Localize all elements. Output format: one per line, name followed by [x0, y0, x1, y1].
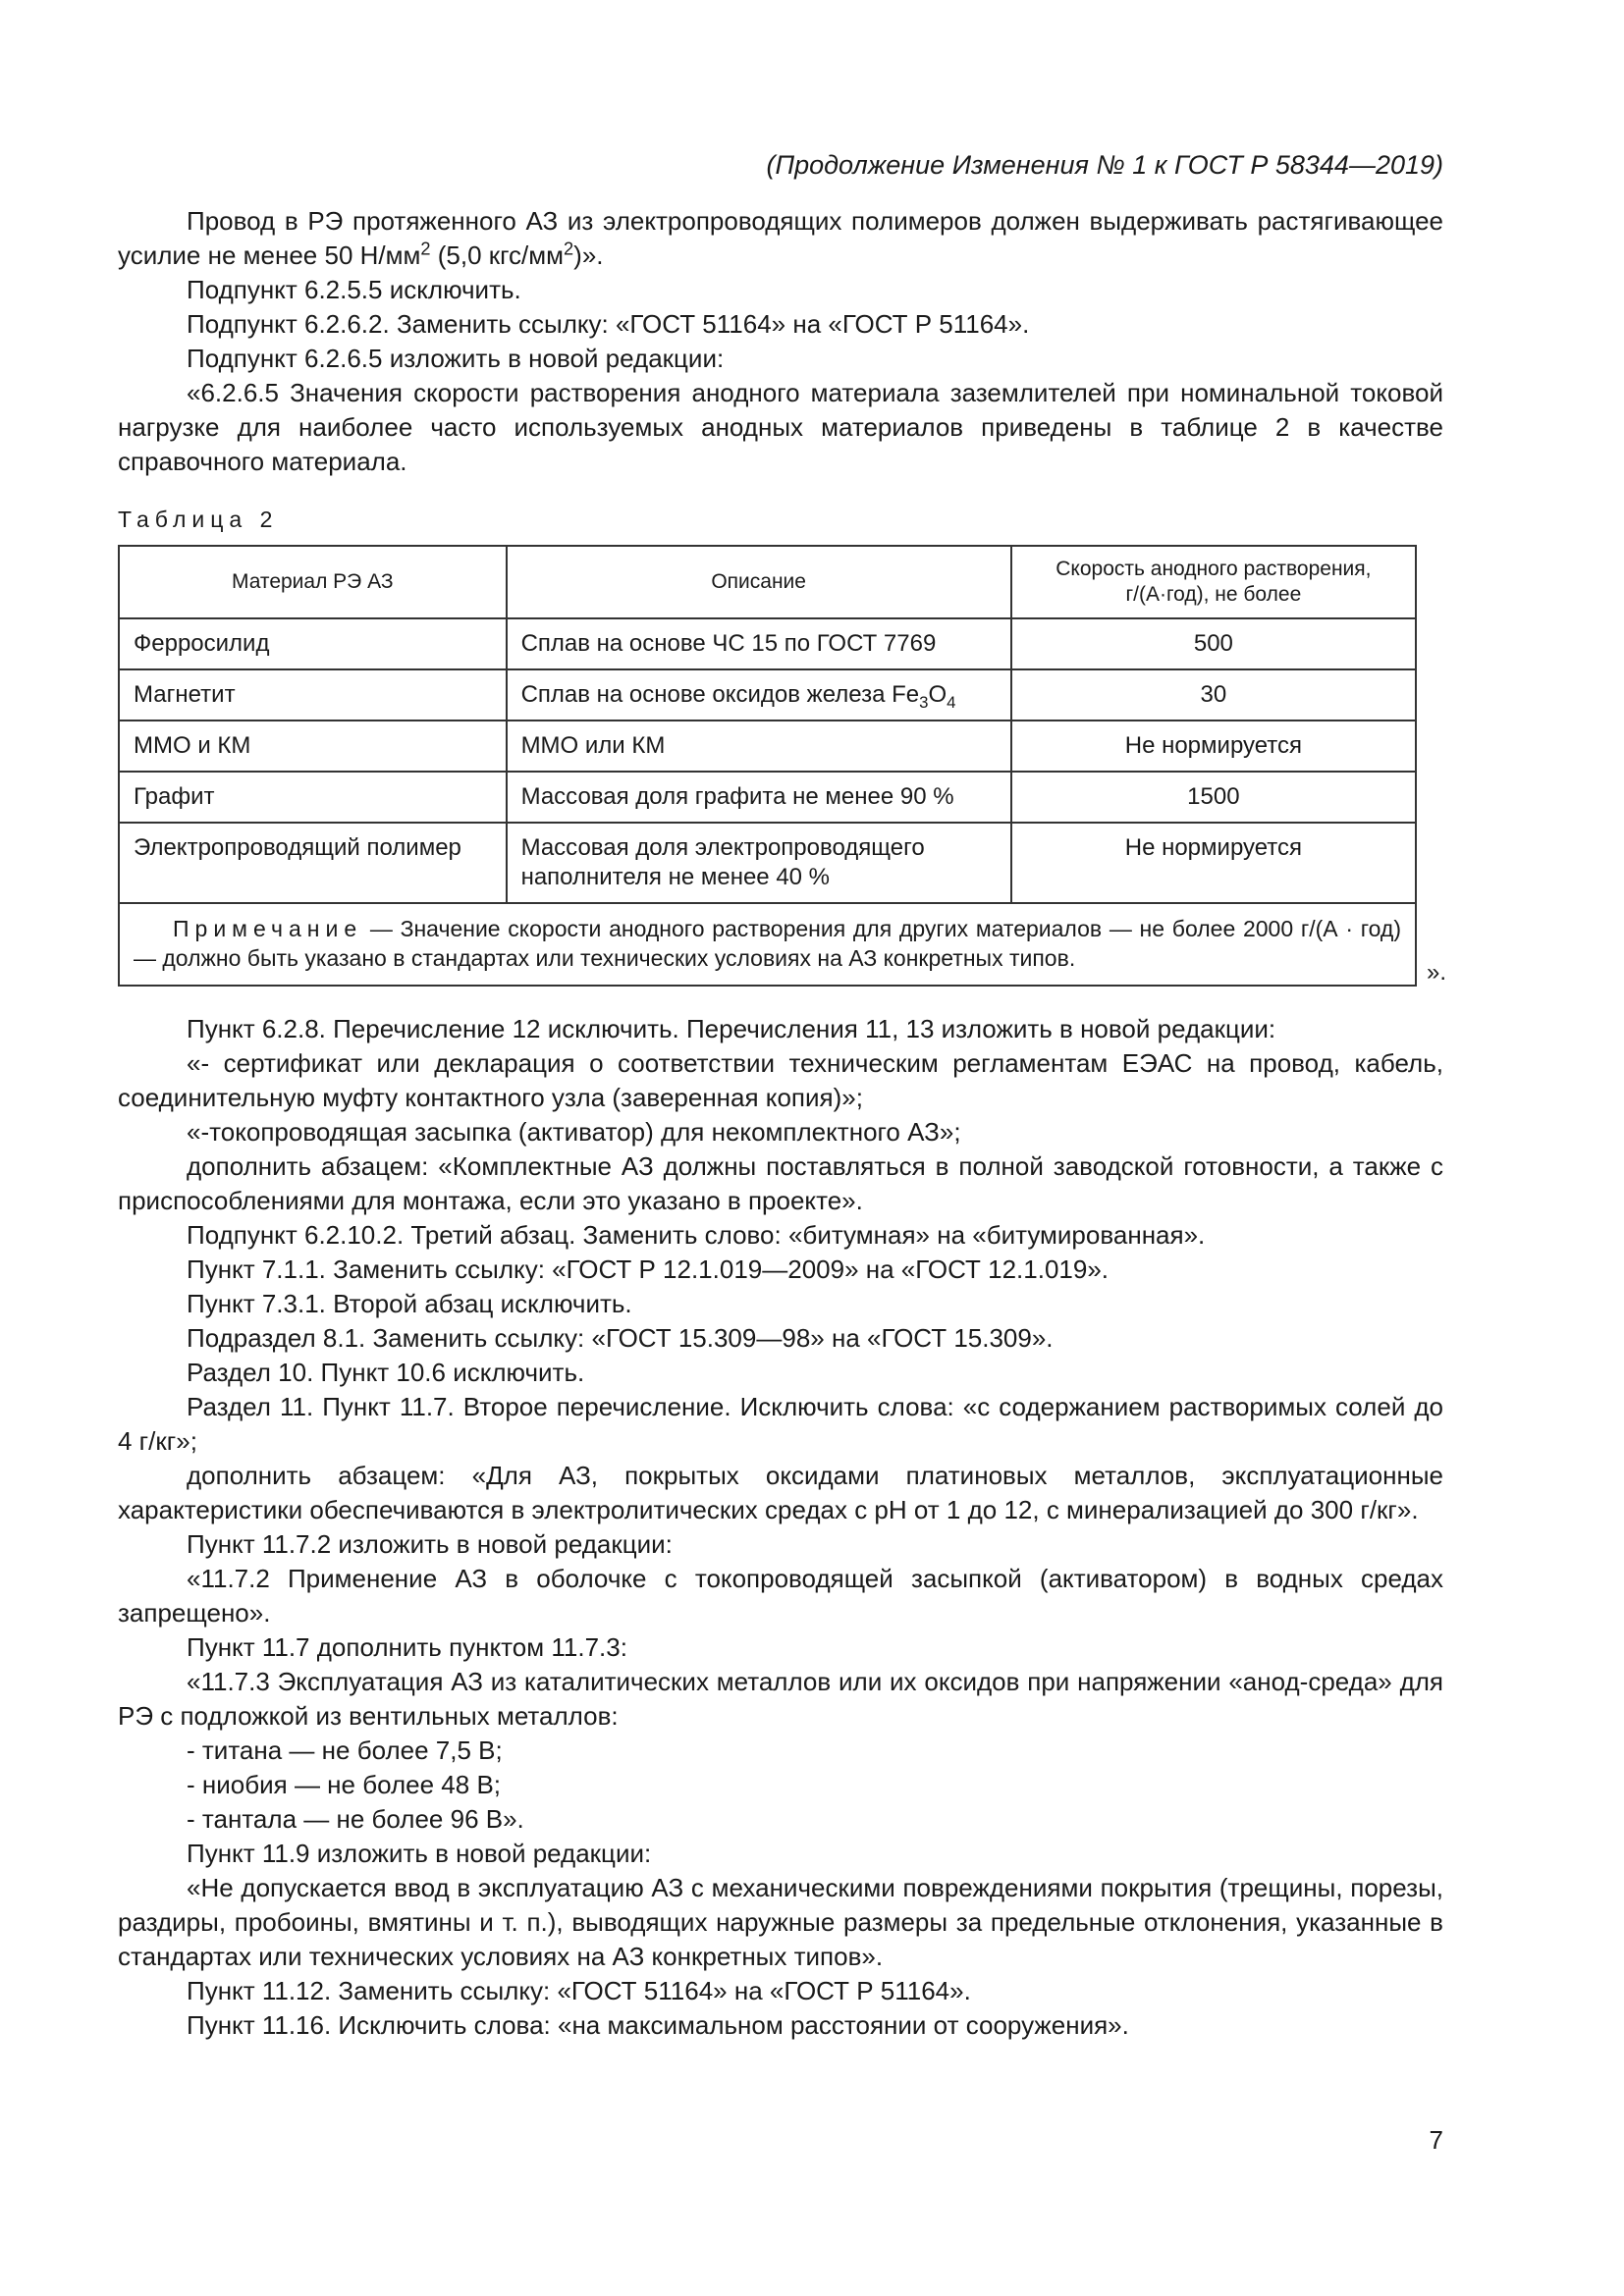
paragraph: «Не допускается ввод в эксплуатацию АЗ с механическими повреждениями покрытия (трещины, порезы, раздиры, пробоины, вмятины и т. п.), выводящих наружные размеры за предельные отклонения, указанные в стандартах или технических условиях на АЗ конкретных типов». — [118, 1873, 1443, 1971]
paragraph: Пункт 11.9 изложить в новой редакции: — [187, 1839, 652, 1868]
cell-material: Ферросилид — [119, 618, 507, 669]
paragraph: Подпункт 6.2.10.2. Третий абзац. Заменить слово: «битумная» на «битумированная». — [187, 1220, 1206, 1250]
cell-description: Сплав на основе оксидов железа $Fe_3O_4$ — [507, 669, 1011, 721]
header-description: Описание — [507, 546, 1011, 618]
paragraph: Подпункт 6.2.6.2. Заменить ссылку: «ГОСТ 51164» на «ГОСТ Р 51164». — [187, 309, 1030, 339]
cell-material: Графит — [119, 772, 507, 823]
cell-description: Массовая доля графита не менее 90 % — [507, 772, 1011, 823]
table-row — [119, 823, 1416, 903]
cell-description: Сплав на основе ЧС 15 по ГОСТ 7769 — [507, 618, 1011, 669]
paragraph: «- сертификат или декларация о соответствии техническим регламентам ЕЭАС на провод, кабель, соединительную муфту контактного узла (заверенная копия)»; — [118, 1048, 1443, 1112]
paragraph-wire-strength: Провод в РЭ протяженного АЗ из электропроводящих полимеров должен выдерживать растягивающее усилие не менее 50 $Н/мм^2$ (5,0 кгс/$мм^2$)». — [118, 206, 1443, 270]
paragraph: Раздел 11. Пункт 11.7. Второе перечисление. Исключить слова: «с содержанием растворимых солей до 4 г/кг»; — [118, 1392, 1443, 1456]
table-2-container — [118, 545, 1446, 987]
document-page — [118, 137, 1446, 2043]
running-header: (Продолжение Изменения № 1 к ГОСТ Р 58344—2019) — [766, 150, 1443, 180]
table-2 — [118, 545, 1417, 987]
paragraph: дополнить абзацем: «Для АЗ, покрытых оксидами платиновых металлов, эксплуатационные характеристики обеспечиваются в электролитических средах с pH от 1 до 12, с минерализацией до 300 г/кг». — [118, 1461, 1443, 1524]
table-note-row — [119, 903, 1416, 986]
table-closing-quote: ». — [1426, 959, 1446, 986]
list-item: - ниобия — не более 48 В; — [187, 1770, 502, 1799]
paragraph: Пункт 11.7.2 изложить в новой редакции: — [187, 1529, 673, 1559]
table-row — [119, 618, 1416, 669]
paragraph: «6.2.6.5 Значения скорости растворения анодного материала заземлителей при номинальной токовой нагрузке для наиболее часто используемых анодных материалов приведены в таблице 2 в качестве справочного материала. — [118, 378, 1443, 476]
cell-material: Магнетит — [119, 669, 507, 721]
note-label: Примечание — [173, 916, 363, 941]
cell-rate: 30 — [1011, 669, 1416, 721]
amendment-text — [118, 1012, 1443, 2043]
table-row — [119, 721, 1416, 772]
paragraph: дополнить абзацем: «Комплектные АЗ должны поставляться в полной заводской готовности, а также с приспособлениями для монтажа, если это указано в проекте». — [118, 1151, 1443, 1215]
cell-description: ММО или КМ — [507, 721, 1011, 772]
list-item: - тантала — не более 96 В». — [187, 1804, 524, 1834]
paragraph: Пункт 6.2.8. Перечисление 12 исключить. Перечисления 11, 13 изложить в новой редакции: — [187, 1014, 1276, 1043]
table-caption: Таблица 2 — [118, 507, 279, 532]
cell-rate: Не нормируется — [1011, 823, 1416, 903]
cell-rate: 500 — [1011, 618, 1416, 669]
table-header-row — [119, 546, 1416, 618]
list-item: - титана — не более 7,5 В; — [187, 1735, 503, 1765]
paragraph: «-токопроводящая засыпка (активатор) для некомплектного АЗ»; — [187, 1117, 961, 1147]
header-rate: Скорость анодного растворения, г/(А·год), не более — [1011, 546, 1416, 618]
table-row — [119, 772, 1416, 823]
cell-description: Массовая доля электропроводящего наполнителя не менее 40 % — [507, 823, 1011, 903]
paragraph: Пункт 7.3.1. Второй абзац исключить. — [187, 1289, 632, 1318]
table-row — [119, 669, 1416, 721]
paragraph: Подпункт 6.2.6.5 изложить в новой редакции: — [187, 344, 725, 373]
cell-material: ММО и КМ — [119, 721, 507, 772]
paragraph: Пункт 11.7 дополнить пунктом 11.7.3: — [187, 1632, 627, 1662]
paragraph: Пункт 7.1.1. Заменить ссылку: «ГОСТ Р 12.1.019—2009» на «ГОСТ 12.1.019». — [187, 1255, 1110, 1284]
paragraph: Пункт 11.16. Исключить слова: «на максимальном расстоянии от сооружения». — [187, 2010, 1129, 2040]
header-material: Материал РЭ АЗ — [119, 546, 507, 618]
cell-material: Электропроводящий полимер — [119, 823, 507, 903]
paragraph: Пункт 11.12. Заменить ссылку: «ГОСТ 51164» на «ГОСТ Р 51164». — [187, 1976, 971, 2005]
cell-rate: 1500 — [1011, 772, 1416, 823]
paragraph: Подпункт 6.2.5.5 исключить. — [187, 275, 521, 304]
page-number: 7 — [1429, 2125, 1443, 2155]
note-text: — Значение скорости анодного растворения для других материалов — не более 2000 г/(А · год) — должно быть указано в стандартах или технических условиях на АЗ конкретных типов. — [134, 916, 1401, 971]
paragraph: Подраздел 8.1. Заменить ссылку: «ГОСТ 15.309—98» на «ГОСТ 15.309». — [187, 1323, 1054, 1353]
paragraph: «11.7.3 Эксплуатация АЗ из каталитических металлов или их оксидов при напряжении «анод-среда» для РЭ с подложкой из вентильных металлов: — [118, 1667, 1443, 1731]
table-note — [119, 903, 1416, 986]
cell-rate: Не нормируется — [1011, 721, 1416, 772]
paragraph: Раздел 10. Пункт 10.6 исключить. — [187, 1358, 585, 1387]
paragraph: «11.7.2 Применение АЗ в оболочке с токопроводящей засыпкой (активатором) в водных средах запрещено». — [118, 1564, 1443, 1628]
